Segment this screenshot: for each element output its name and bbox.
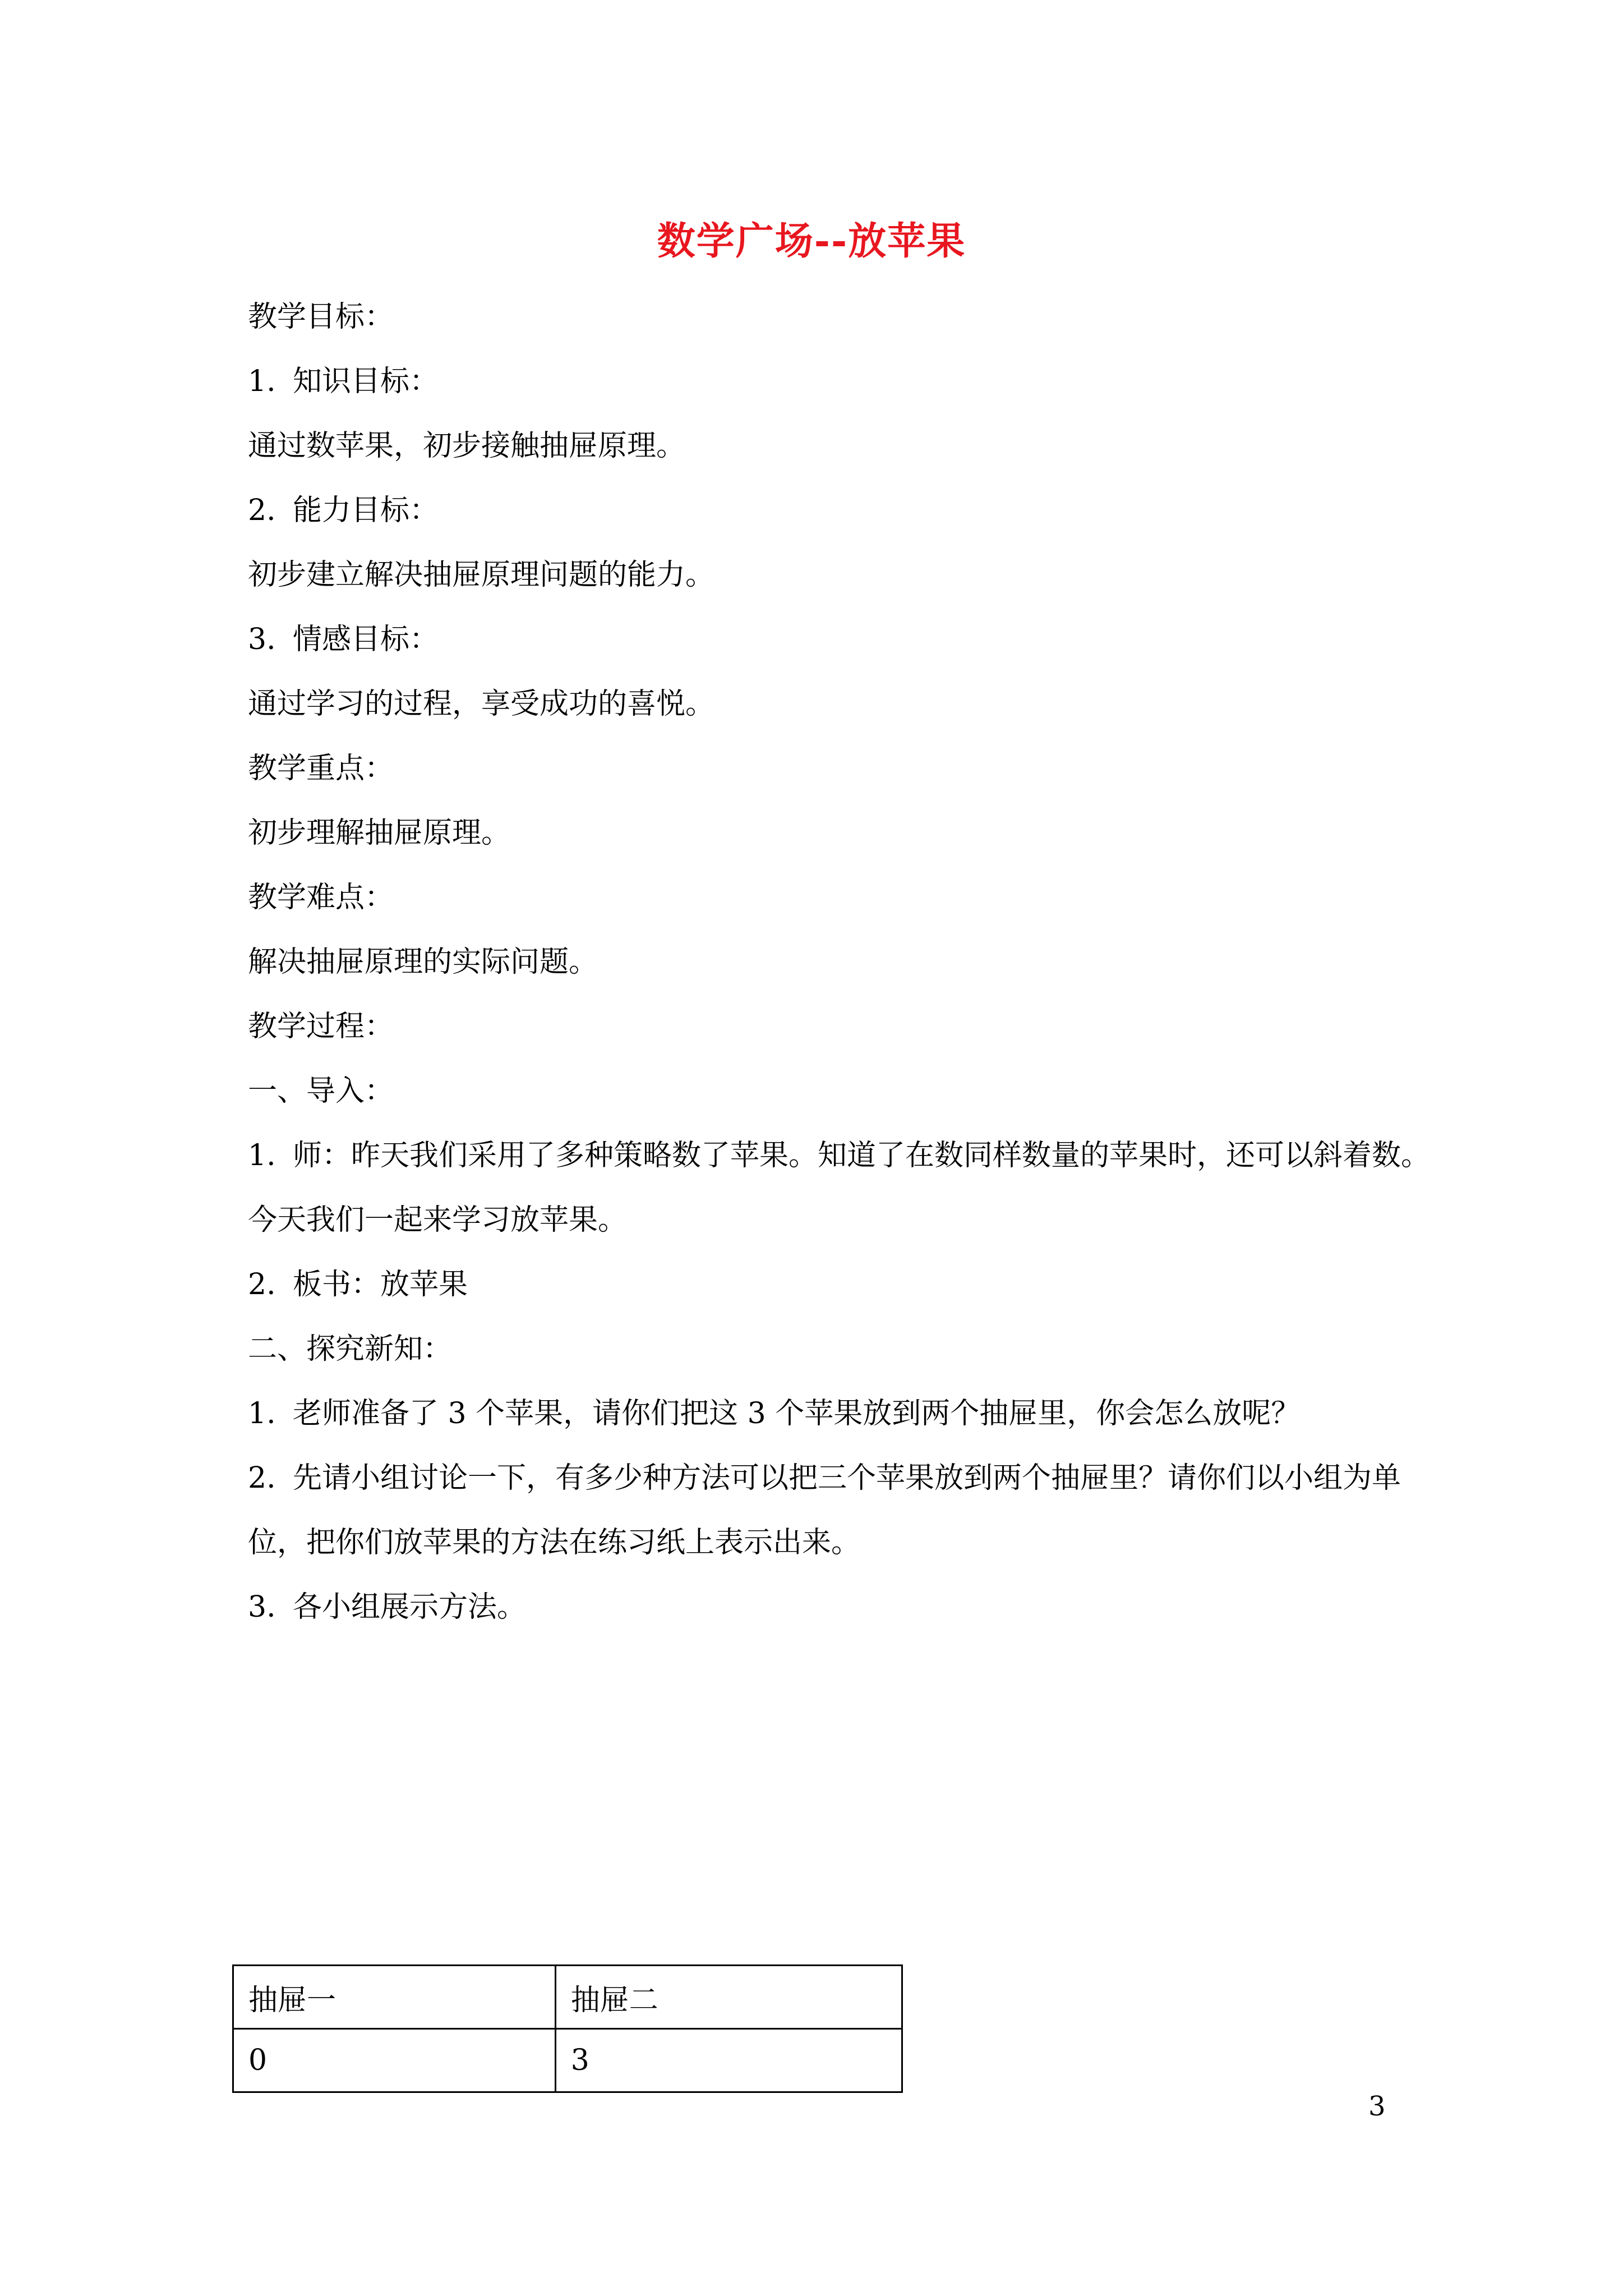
paragraph <box>248 1071 394 1111</box>
paragraph <box>248 1523 860 1562</box>
paragraph-text: 师：昨天我们采用了多种策略数了苹果。知道了在数同样数量的苹果时，还可以斜着数。 <box>293 1139 1431 1172</box>
paragraph-text: 教学过程： <box>248 1010 394 1043</box>
paragraph-number: 1. <box>248 1397 276 1430</box>
paragraph-text: 板书：放苹果 <box>293 1268 468 1301</box>
paragraph <box>248 684 714 724</box>
table-header-row <box>233 1966 902 2029</box>
paragraph-text: 通过数苹果，初步接触抽屉原理。 <box>248 429 686 463</box>
paragraph-text: 解决抽屉原理的实际问题。 <box>248 945 598 979</box>
paragraph <box>248 878 394 917</box>
paragraph-text: 教学难点： <box>248 881 394 914</box>
paragraph-text: 一、导入： <box>248 1074 394 1108</box>
paragraph <box>248 555 714 595</box>
paragraph-text: 各小组展示方法。 <box>293 1590 527 1624</box>
paragraph-number: 2. <box>248 1268 276 1301</box>
paragraph-text: 通过学习的过程，享受成功的喜悦。 <box>248 687 715 721</box>
paragraph-text: 初步建立解决抽屉原理问题的能力。 <box>248 558 715 592</box>
table-row <box>233 2029 902 2092</box>
page-title: 数学广场--放苹果 <box>657 219 966 264</box>
table-header-cell: 抽屉二 <box>555 1966 902 2029</box>
paragraph <box>248 1200 627 1240</box>
paragraph-text: 初步理解抽屉原理。 <box>248 816 511 850</box>
paragraph-number: 2. <box>248 494 276 527</box>
paragraph-text: 情感目标： <box>293 623 439 656</box>
paragraph <box>248 749 394 788</box>
paragraph-number: 1. <box>248 365 276 398</box>
paragraph-text: 教学目标： <box>248 300 394 334</box>
paragraph-text: 知识目标： <box>293 365 439 398</box>
page-number: 3 <box>1368 2091 1386 2122</box>
paragraph-number: 1. <box>248 1139 276 1172</box>
paragraph-text: 老师准备了 3 个苹果，请你们把这 3 个苹果放到两个抽屉里，你会怎么放呢？ <box>293 1397 1301 1430</box>
table-header-cell: 抽屉一 <box>233 1966 556 2029</box>
paragraph <box>248 1394 1300 1433</box>
paragraph <box>248 426 685 466</box>
paragraph <box>248 1136 1430 1175</box>
paragraph <box>248 297 394 337</box>
paragraph <box>248 942 598 982</box>
paragraph-text: 二、探究新知： <box>248 1332 453 1366</box>
paragraph-number: 2. <box>248 1461 276 1495</box>
paragraph <box>248 362 439 401</box>
paragraph-text: 今天我们一起来学习放苹果。 <box>248 1203 628 1237</box>
paragraph-text: 位，把你们放苹果的方法在练习纸上表示出来。 <box>248 1526 861 1559</box>
paragraph <box>248 1007 394 1046</box>
table-cell: 3 <box>555 2029 902 2092</box>
paragraph-number: 3. <box>248 623 276 656</box>
paragraph <box>248 1329 452 1369</box>
drawer-table <box>232 1964 903 2093</box>
table-cell: 0 <box>233 2029 556 2092</box>
paragraph-text: 能力目标： <box>293 494 439 527</box>
paragraph <box>248 620 439 659</box>
paragraph <box>248 1265 468 1304</box>
paragraph-number: 3. <box>248 1590 276 1624</box>
paragraph <box>248 491 439 530</box>
paragraph <box>248 1588 526 1627</box>
paragraph-text: 先请小组讨论一下，有多少种方法可以把三个苹果放到两个抽屉里？请你们以小组为单 <box>293 1461 1401 1495</box>
paragraph <box>248 1458 1401 1498</box>
paragraph-text: 教学重点： <box>248 752 394 785</box>
paragraph <box>248 813 510 853</box>
